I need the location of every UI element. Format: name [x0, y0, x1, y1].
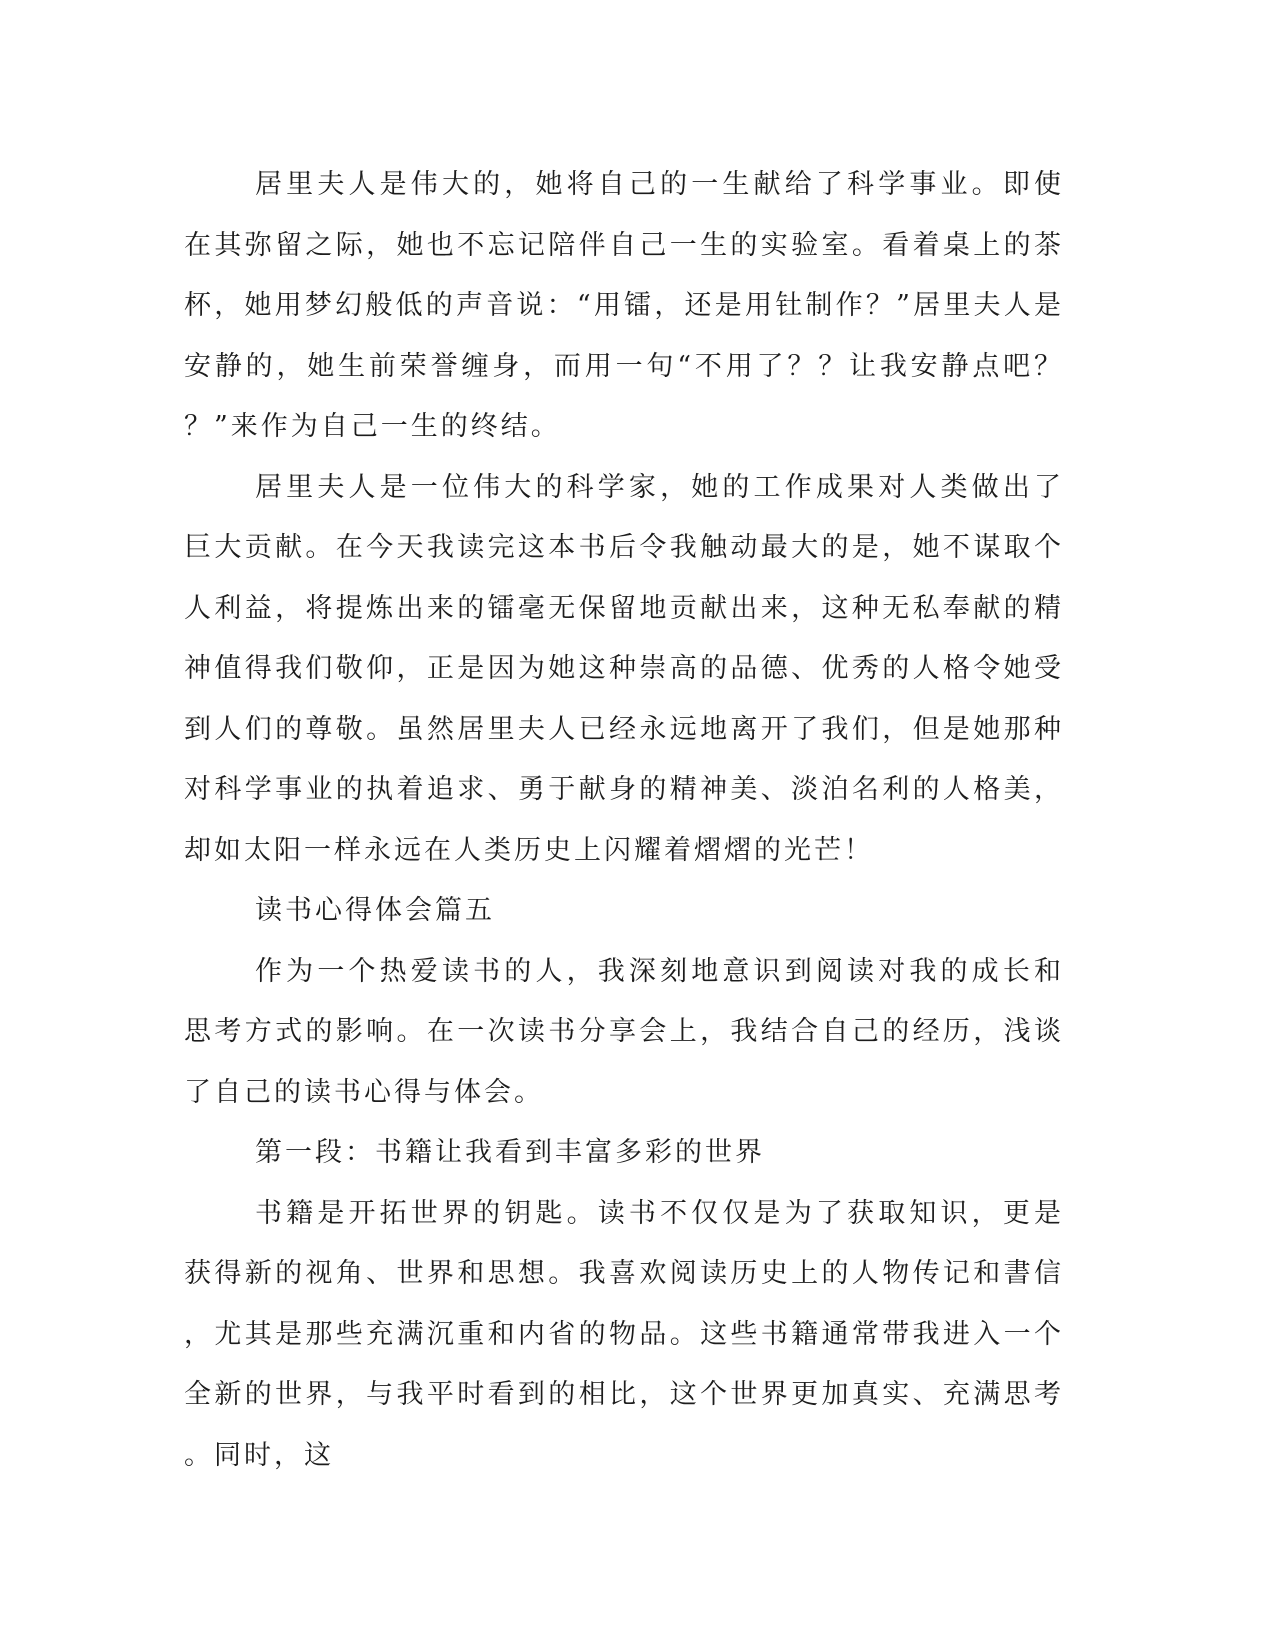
paragraph-books-world: 书籍是开拓世界的钥匙。读书不仅仅是为了获取知识，更是获得新的视角、世界和思想。我喜欢阅读历史上的人物传记和書信，尤其是那些充满沉重和内省的物品。这些书籍通常带我进入一个全新的世界，与我平时看到的相比，这个世界更加真实、充满思考。同时，这: [184, 1197, 1064, 1471]
section-heading-part-five: 读书心得体会篇五: [255, 895, 495, 926]
paragraph-curie-contribution: 居里夫人是一位伟大的科学家，她的工作成果对人类做出了巨大贡献。在今天我读完这本书后令我触动最大的是，她不谋取个人利益，将提炼出来的镭毫无保留地贡献出来，这种无私奉献的精神值得我们敬仰，正是因为她这种崇高的品德、优秀的人格令她受到人们的尊敬。虽然居里夫人已经永远地离开了我们，但是她那种对科学事业的执着追求、勇于献身的精神美、淡泊名利的人格美，却如太阳一样永远在人类历史上闪耀着熠熠的光芒！: [184, 471, 1064, 866]
section-heading-first-part: 第一段：书籍让我看到丰富多彩的世界: [255, 1137, 765, 1168]
paragraph-reading-intro: 作为一个热爱读书的人，我深刻地意识到阅读对我的成长和思考方式的影响。在一次读书分享会上，我结合自己的经历，浅谈了自己的读书心得与体会。: [184, 955, 1064, 1108]
paragraph-curie-dedication: 居里夫人是伟大的，她将自己的一生献给了科学事业。即使在其弥留之际，她也不忘记陪伴自己一生的实验室。看着桌上的茶杯，她用梦幻般低的声音说：“用镭，还是用钍制作？”居里夫人是安静的，她生前荣誉缠身，而用一句“不用了？？让我安静点吧？？”来作为自己一生的终结。: [184, 169, 1064, 442]
document-body: [184, 155, 1064, 1486]
